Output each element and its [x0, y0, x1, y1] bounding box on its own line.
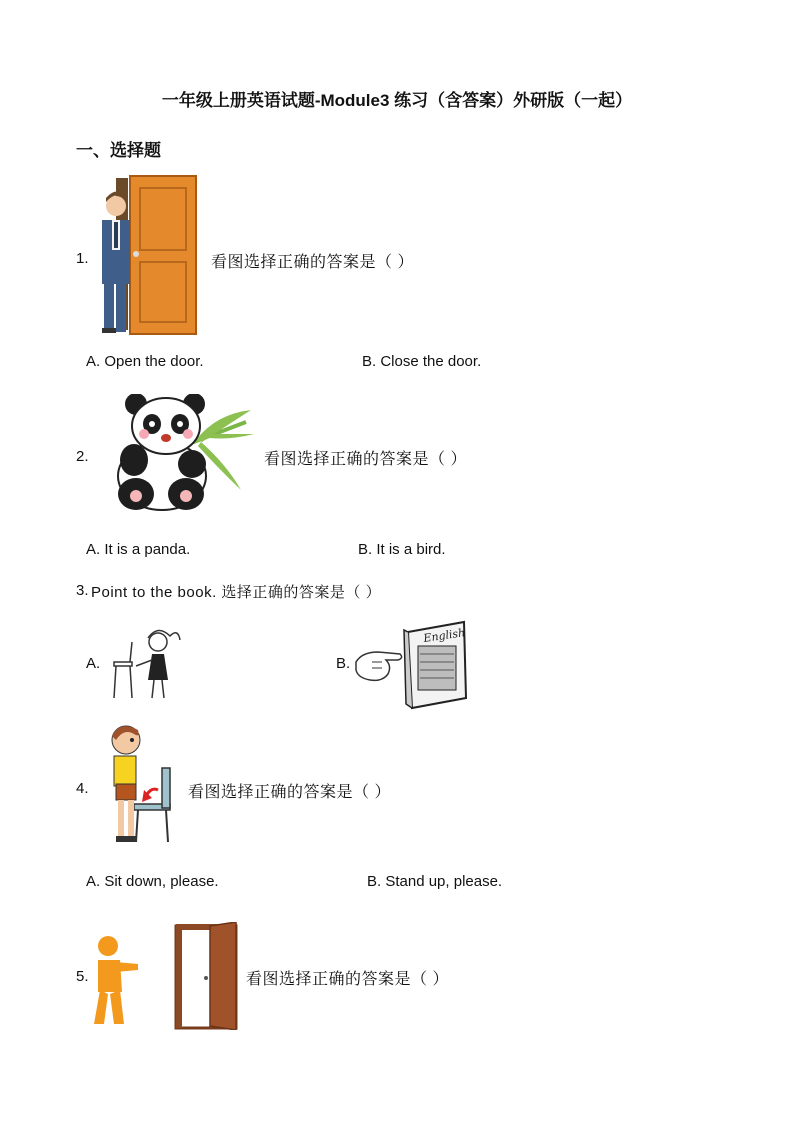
option-a[interactable]: A. Open the door.: [86, 353, 204, 370]
section-heading: 一、选择题: [76, 141, 161, 160]
question-number: 2.: [76, 448, 89, 465]
girl-pointing-to-chair-picture: [110, 624, 186, 704]
question-prompt: 看图选择正确的答案是（ ）: [211, 254, 414, 271]
question-prompt: 看图选择正确的答案是（ ）: [264, 451, 467, 468]
page-title: 一年级上册英语试题-Module3 练习（含答案）外研版（一起）: [161, 91, 633, 110]
question-number: 1.: [76, 250, 89, 267]
option-b[interactable]: B. Stand up, please.: [367, 873, 503, 890]
option-b[interactable]: B.: [336, 655, 351, 672]
book-cover-label: English: [422, 626, 466, 645]
hand-pointing-to-book-picture: [352, 618, 470, 712]
question-prompt: 看图选择正确的答案是（ ）: [188, 784, 391, 801]
open-door-picture: [174, 922, 238, 1030]
option-a[interactable]: A. It is a panda.: [86, 541, 191, 558]
question-prompt: 看图选择正确的答案是（ ）: [246, 971, 449, 988]
question-prompt: Point to the book. 选择正确的答案是（ ）: [91, 584, 382, 601]
man-opening-door-picture: [96, 174, 200, 336]
question-number: 5.: [76, 968, 89, 985]
panda-picture: [106, 394, 256, 514]
figure-pointing-picture: [92, 932, 140, 1028]
option-b[interactable]: B. Close the door.: [362, 353, 482, 370]
question-number: 3.: [76, 582, 89, 599]
boy-sitting-down-picture: [104, 720, 176, 848]
option-a[interactable]: A. Sit down, please.: [86, 873, 219, 890]
question-number: 4.: [76, 780, 89, 797]
option-b[interactable]: B. It is a bird.: [358, 541, 446, 558]
option-a[interactable]: A.: [86, 655, 101, 672]
